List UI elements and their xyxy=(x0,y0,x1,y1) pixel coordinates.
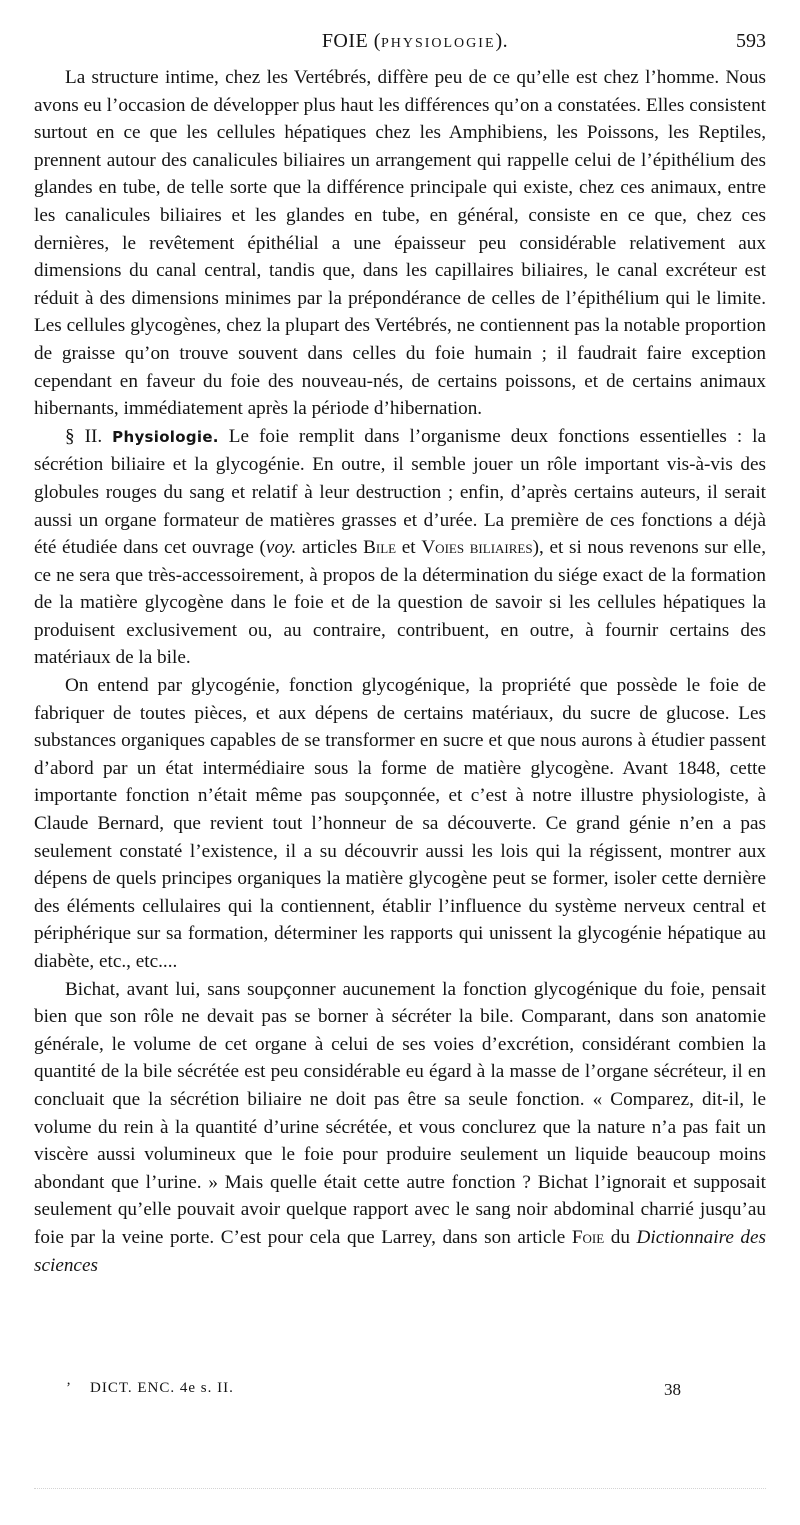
footer-reference: DICT. ENC. 4e s. II. xyxy=(90,1380,234,1396)
paragraph-physiologie-text-a: Le foie remplit dans l’organisme deux fonctions essentielles : la sécrétion biliaire et la glycogénie. En outre, il semble jouer un rôle important vis-à-vis des globules rouges du sang et relatif à leur destruction ; enfin, d’après certains auteurs, il serait aussi un organe formateur de matières grasses et d’urée. La première de ces fonctions a déjà été étudiée dans cet ouvrage ( xyxy=(34,425,766,559)
paragraph-bichat xyxy=(34,976,766,1280)
running-title-subject: PHYSIOLOGIE xyxy=(380,36,496,51)
signature-mark: 38 xyxy=(664,1380,681,1399)
work-title-dictionnaire: Dictionnaire des sciences xyxy=(34,1226,767,1276)
section-label: Physiologie. xyxy=(112,427,219,446)
paragraph-bichat-text-a: Bichat, avant lui, sans soupçonner aucunement la fonction glycogénique du foie, pensait bien que son rôle ne devait pas se borner à sécréter la bile. Comparant, dans son anatomie générale, le volume de cet organe à celui de ses voies d’excrétion, considérant combien la quantité de la bile sécrétée est peu considérable eu égard à la masse de l’organe sécréteur, il en concluait que la sécrétion biliaire ne doit pas être sa seule fonction. « Comparez, dit-il, le volume du rein à la quantité d’urine sécrétée, et vous conclurez que la nature n’a pas fait un viscère aussi volumineux que le foie pour produire seulement un liquide beaucoup moins abondant que l’urine. » Mais quelle était cette autre fonction ? Bichat l’ignorait et supposait seulement qu’elle pouvait avoir quelque rapport avec le sang noir abdominal charrié jusqu’au foie par la veine porte. C’est pour cela que Larrey, dans son article xyxy=(34,978,766,1248)
body-text xyxy=(34,64,766,1279)
running-title-main: FOIE xyxy=(321,30,369,52)
paragraph-physiologie xyxy=(34,423,766,672)
page-number: 593 xyxy=(736,30,766,52)
footer-mark: ’ xyxy=(66,1380,71,1396)
paragraph-structure: La structure intime, chez les Vertébrés, diffère peu de ce qu’elle est chez l’homme. Nous avons eu l’occasion de développer plus haut les différences qu’on a constatées. Elles consistent surtout en ce que les cellules hépatiques chez les Amphibiens, les Poissons, les Reptiles, prennent autour des canalicules biliaires un arrangement qui rappelle celui de l’épithélium des glandes en tube, de telle sorte que la différence principale qui existe, chez ces animaux, entre les canalicules biliaires et les glandes en tube, en général, consiste en ce que, chez ces dernières, le revêtement épithélial a une épaisseur peu considérable relativement aux dimensions du canal central, tandis que, dans les capillaires biliaires, le canal excréteur est réduit à des dimensions minimes par la prépondérance de celles de l’épithélium qui le limite. Les cellules glycogènes, chez la plupart des Vertébrés, ne contiennent pas la notable proportion de graisse qu’on trouve souvent dans celles du foie humain ; il faudrait faire exception cependant en faveur du foie des nouveau-nés, de certains poissons, et de certains animaux hibernants, immédiatement après la période d’hibernation. xyxy=(34,67,766,420)
paragraph-physiologie-text-c: et xyxy=(396,537,422,559)
paragraph-bichat-text-b: du xyxy=(604,1226,637,1248)
paragraph-glycogenie: On entend par glycogénie, fonction glycogénique, la propriété que possède le foie de fabriquer de toutes pièces, et aux dépens de certains matériaux, du sucre de glucose. Les substances organiques capables de se transformer en sucre et que nous aurons à étudier passent d’abord par un état intermédiaire sous la forme de matière glycogène. Avant 1848, cette importante fonction n’était même pas soupçonnée, et c’est à notre illustre physiologiste, à Claude Bernard, que revient tout l’honneur de sa découverte. Ce grand génie n’en a pas seulement constaté l’existence, il a su découvrir aussi les lois qui la régissent, montrer aux dépens de quels principes organiques la matière glycogène peut se former, isoler cette dernière des éléments cellulaires qui la contiennent, établir l’influence du système nerveux central et périphérique sur sa formation, déterminer les rapports qui unissent la glycogénie hépatique au diabète, etc., etc.... xyxy=(34,675,766,972)
cross-reference-voy: voy. xyxy=(265,537,297,559)
article-reference-bile: Bile xyxy=(363,537,397,559)
scan-artifact-line xyxy=(34,1488,766,1497)
paragraph-physiologie-text-b: articles xyxy=(296,537,364,559)
section-number: § II. xyxy=(65,425,103,447)
page-footer xyxy=(34,1380,766,1406)
article-reference-foie: Foie xyxy=(571,1226,605,1248)
running-head xyxy=(64,30,766,60)
running-title xyxy=(64,30,766,53)
paragraph-physiologie-text-d: ), et si nous revenons sur elle, ce ne sera que très-accessoirement, à propos de la détermination du siége exact de la formation de la matière glycogène dans le foie et de la question de savoir si les cellules hépatiques la produisent exclusivement ou, au contraire, contribuent, en outre, à fournir certains des matériaux de la bile. xyxy=(34,537,766,669)
article-reference-voies-biliaires: Voies biliaires xyxy=(421,537,533,559)
running-title-paren-close: ). xyxy=(495,30,509,52)
running-title-paren-open: ( xyxy=(368,30,381,52)
